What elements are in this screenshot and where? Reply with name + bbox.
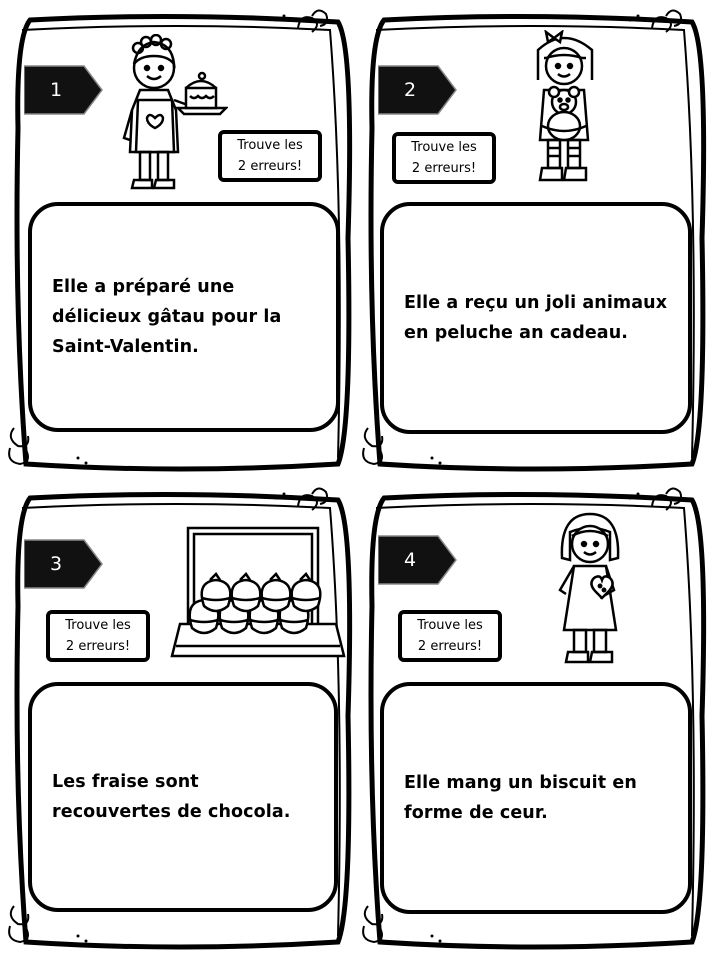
hint-box: [218, 130, 322, 182]
task-card-4: [362, 486, 707, 956]
hint-line-1: Trouve les: [65, 618, 131, 633]
sentence-text: Elle a préparé une délicieux gâtau pour la Saint-Valentin.: [52, 277, 282, 357]
box-of-chocolate-strawberries-icon: [170, 524, 346, 660]
hint-line-2: 2 erreurs!: [411, 161, 477, 176]
card-number: 2: [403, 79, 417, 101]
girl-with-teddy-bear-icon: [530, 30, 600, 190]
hint-line-1: Trouve les: [411, 140, 477, 155]
card-number-tag: [24, 538, 104, 590]
task-card-3: [8, 486, 353, 956]
hint-box: [398, 610, 502, 662]
hint-line-2: 2 erreurs!: [237, 159, 303, 174]
hint-box: [46, 610, 150, 662]
hint-line-1: Trouve les: [417, 618, 483, 633]
girl-with-cake-icon: [116, 34, 228, 194]
hint-box: [392, 132, 496, 184]
card-number: 1: [49, 79, 63, 101]
card-number-tag: [24, 64, 104, 116]
task-card-2: [362, 8, 707, 478]
sentence-text: Elle a reçu un joli animaux en peluche an cadeau.: [404, 293, 668, 343]
card-number: 3: [49, 553, 63, 575]
hint-line-2: 2 erreurs!: [417, 639, 483, 654]
sentence-box: [28, 202, 340, 432]
hint-line-1: Trouve les: [237, 138, 303, 153]
hint-line-2: 2 erreurs!: [65, 639, 131, 654]
sentence-box: [380, 202, 692, 434]
sentence-box: [28, 682, 338, 912]
task-card-1: [8, 8, 353, 478]
card-number: 4: [403, 549, 417, 571]
sentence-text: Elle mang un biscuit en forme de ceur.: [404, 773, 637, 823]
sentence-box: [380, 682, 692, 914]
card-number-tag: [378, 64, 458, 116]
card-number-tag: [378, 534, 458, 586]
sentence-text: Les fraise sont recouvertes de chocola.: [52, 772, 291, 822]
girl-with-heart-cookie-icon: [554, 510, 626, 672]
